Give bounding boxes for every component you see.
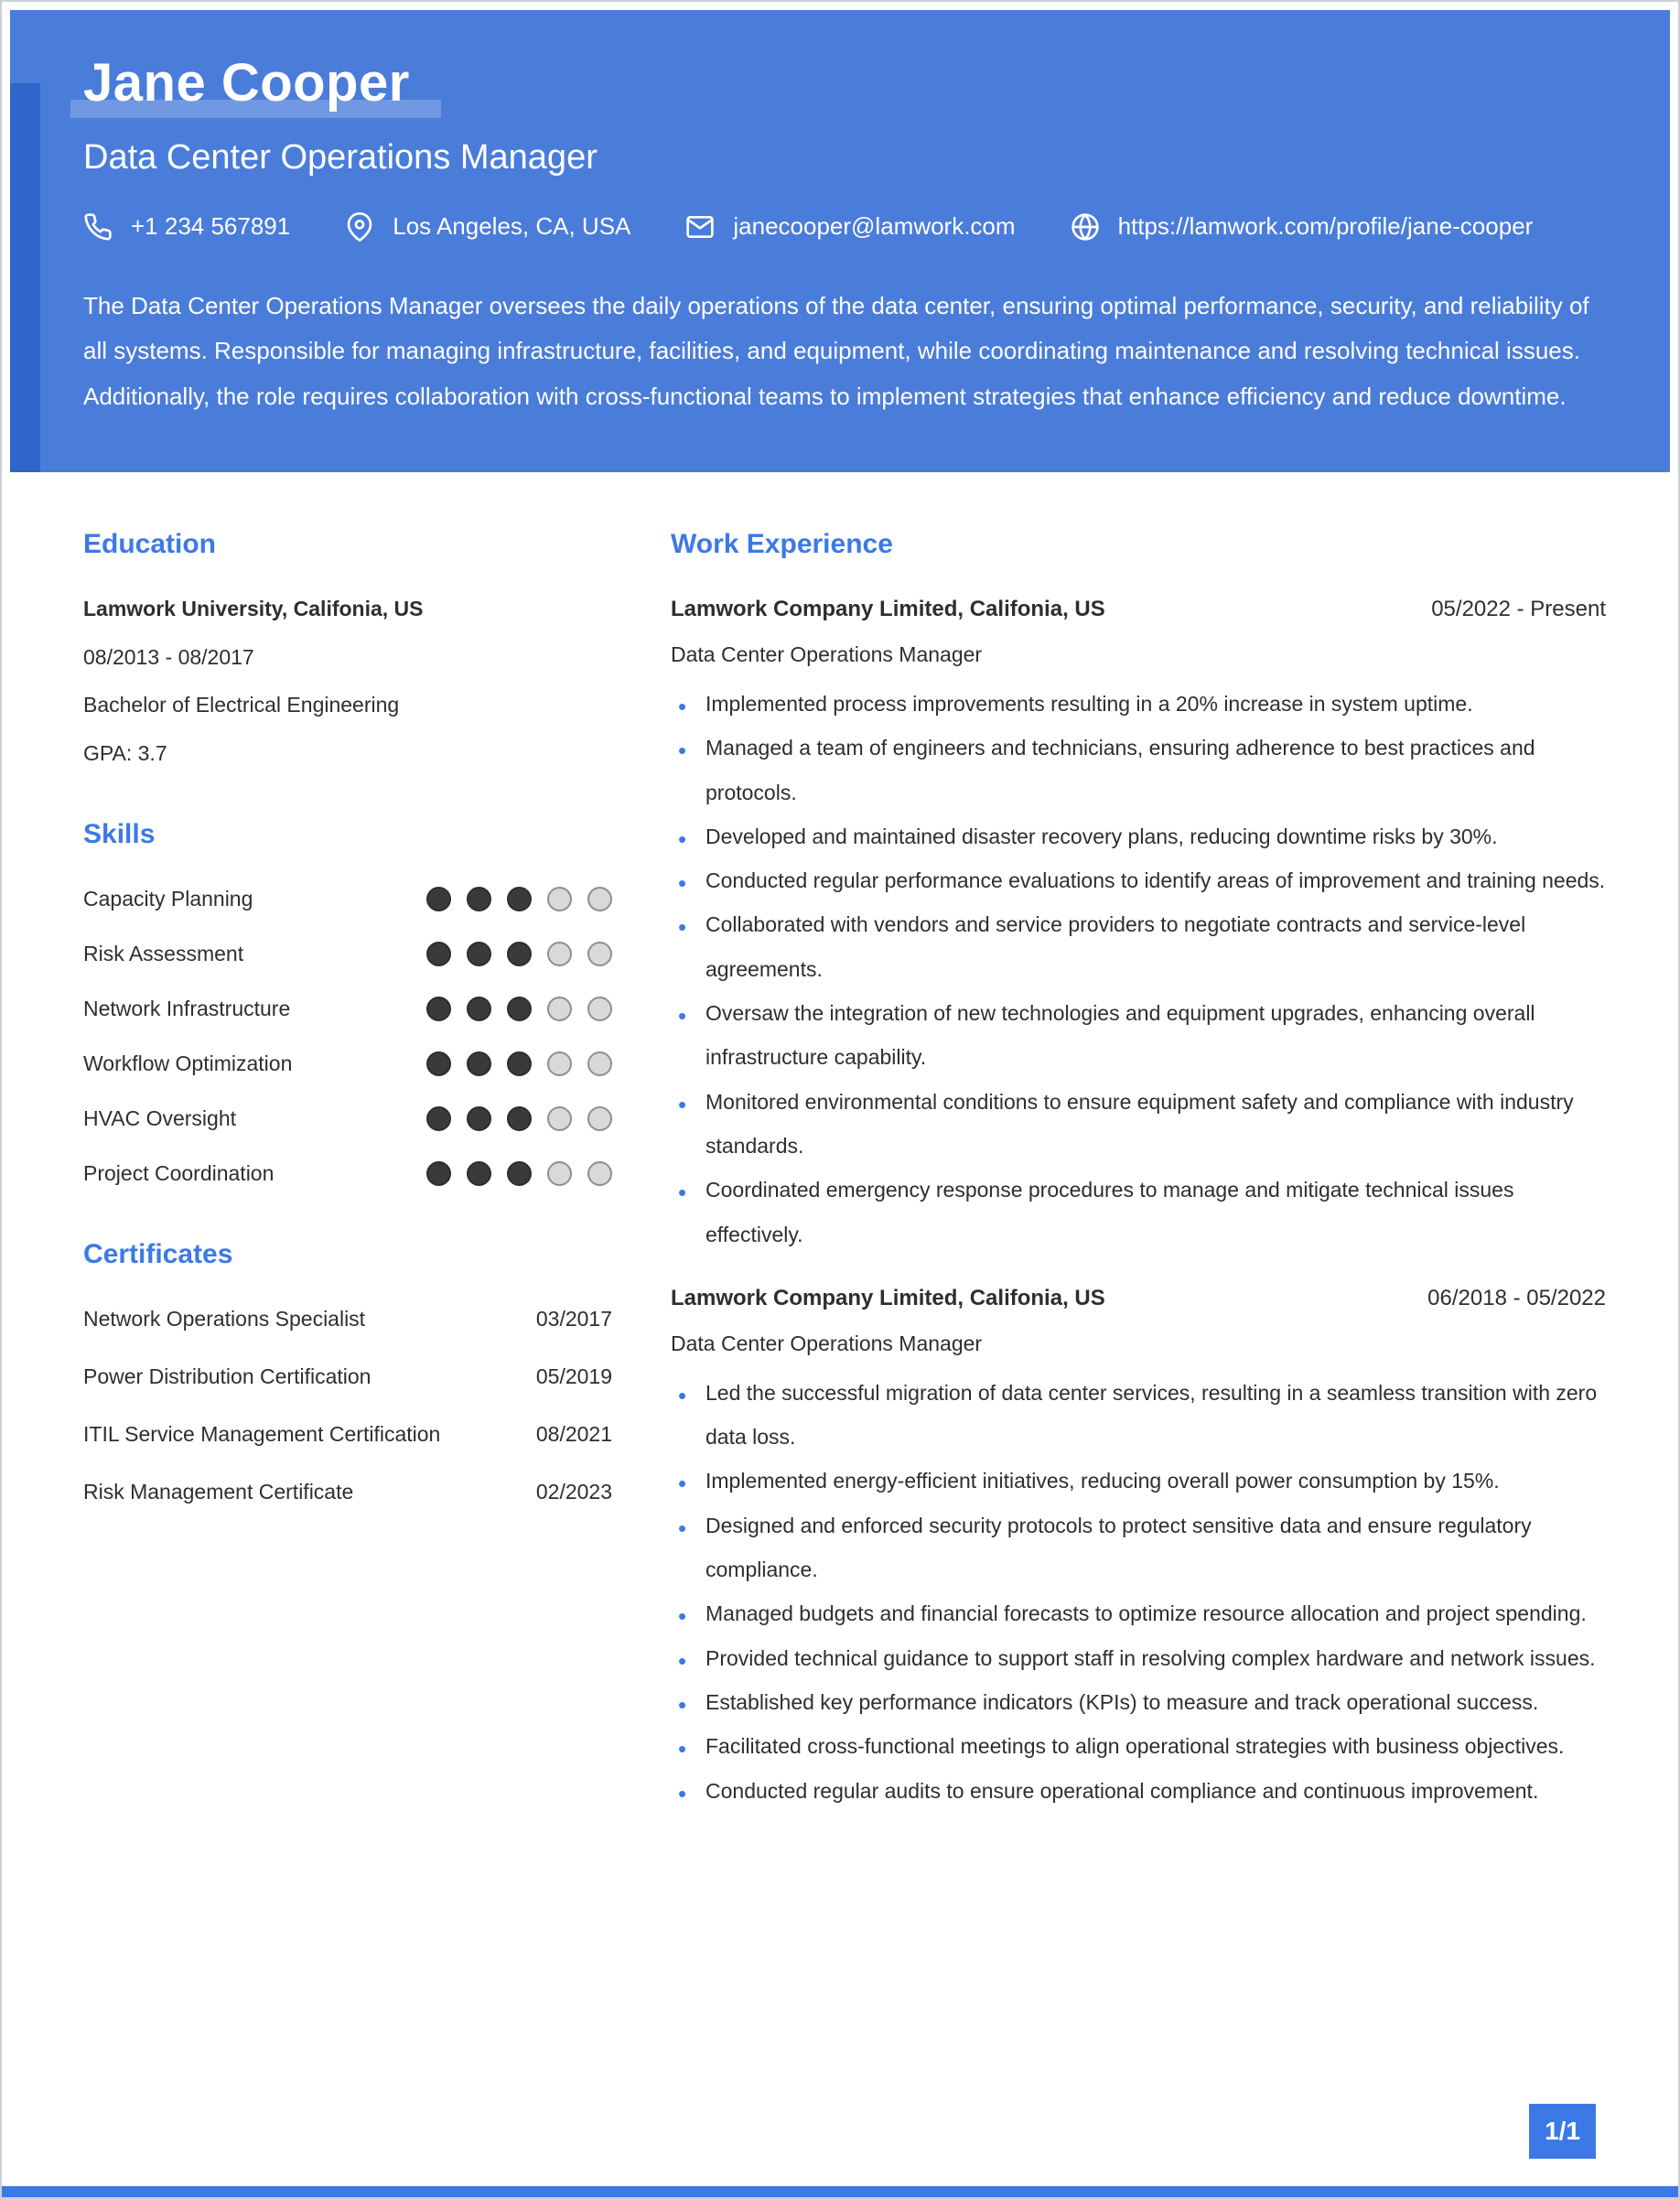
skill-rating — [426, 942, 612, 966]
skill-rating-dot — [507, 1106, 532, 1131]
job-bullet: • Collaborated with vendors and service providers to negotiate contracts and service-level agreements. — [671, 902, 1606, 991]
skill-rating-dot — [507, 997, 532, 1021]
job-bullet: • Implemented energy-efficient initiatives, reducing overall power consumption by 15%. — [671, 1459, 1606, 1503]
skill-rating-dot — [507, 887, 532, 911]
certificate-row — [83, 1422, 612, 1447]
skill-name: Network Infrastructure — [83, 997, 291, 1021]
certificate-date: 03/2017 — [535, 1307, 612, 1331]
work-experience-section — [671, 529, 1606, 1813]
skill-rating-dot — [467, 1106, 491, 1131]
work-experience-heading: Work Experience — [671, 528, 893, 559]
job-entry — [671, 597, 1606, 1256]
bottom-accent-bar — [2, 2186, 1678, 2197]
job-bullet: • Conducted regular performance evaluations to identify areas of improvement and training needs. — [671, 858, 1606, 902]
certificate-date: 05/2019 — [535, 1364, 612, 1389]
skill-rating-dot — [426, 997, 451, 1021]
skill-rating-dot — [547, 1051, 572, 1076]
contact-phone — [83, 212, 290, 242]
skill-rating-dot — [467, 887, 491, 911]
candidate-job-title: Data Center Operations Manager — [83, 137, 598, 177]
education-degree: Bachelor of Electrical Engineering — [83, 693, 400, 717]
location-icon — [345, 212, 374, 242]
job-bullet: • Facilitated cross-functional meetings to align operational strategies with business objectives. — [671, 1724, 1606, 1768]
job-bullet: • Designed and enforced security protocols to protect sensitive data and ensure regulatory compliance. — [671, 1504, 1606, 1592]
job-bullet: • Led the successful migration of data center services, resulting in a seamless transition with zero data loss. — [671, 1371, 1606, 1460]
job-bullet: • Established key performance indicators (KPIs) to measure and track operational success. — [671, 1680, 1606, 1724]
contact-website — [1071, 212, 1534, 242]
education-heading: Education — [83, 528, 217, 559]
skill-name: Risk Assessment — [83, 942, 244, 966]
skill-name: Project Coordination — [83, 1161, 275, 1186]
contact-row — [83, 212, 1589, 242]
job-dates: 06/2018 - 05/2022 — [1427, 1285, 1606, 1310]
job-role: Data Center Operations Manager — [671, 641, 983, 666]
certificate-name: Risk Management Certificate — [83, 1480, 354, 1504]
page-indicator: 1/1 — [1529, 2104, 1596, 2159]
education-gpa: GPA: 3.7 — [83, 740, 167, 765]
job-company: Lamwork Company Limited, Califonia, US — [671, 596, 1105, 621]
job-bullet: • Conducted regular audits to ensure operational compliance and continuous improvement. — [671, 1769, 1606, 1813]
skill-rating-dot — [587, 997, 612, 1021]
skill-rating-dot — [587, 942, 612, 966]
education-school: Lamwork University, Califonia, US — [83, 596, 424, 620]
job-header — [671, 1286, 1606, 1311]
candidate-name-text: Jane Cooper — [83, 53, 410, 113]
globe-icon — [1071, 212, 1100, 242]
resume-body — [10, 472, 1670, 1866]
skill-name: HVAC Oversight — [83, 1106, 237, 1131]
job-bullet: • Managed a team of engineers and technicians, ensuring adherence to best practices and protocols. — [671, 726, 1606, 814]
job-dates: 05/2022 - Present — [1431, 596, 1606, 621]
skill-rating-dot — [467, 942, 491, 966]
skills-heading: Skills — [83, 819, 156, 850]
phone-icon — [83, 212, 113, 242]
skill-row — [83, 887, 612, 911]
skill-rating-dot — [587, 1161, 612, 1186]
job-bullet: • Coordinated emergency response procedures to manage and mitigate technical issues effectively. — [671, 1168, 1606, 1256]
skill-rating-dot — [587, 1051, 612, 1076]
skill-row — [83, 1161, 612, 1186]
skill-rating-dot — [587, 887, 612, 911]
job-bullet-list — [671, 682, 1606, 1256]
skill-rating-dot — [547, 1161, 572, 1186]
skill-rating-dot — [426, 1106, 451, 1131]
certificate-name: Power Distribution Certification — [83, 1364, 372, 1389]
job-bullet: • Monitored environmental conditions to ensure equipment safety and compliance with industry standards. — [671, 1080, 1606, 1169]
job-role: Data Center Operations Manager — [671, 1331, 983, 1355]
education-dates: 08/2013 - 08/2017 — [83, 644, 254, 669]
skill-rating-dot — [547, 1106, 572, 1131]
skill-rating — [426, 1106, 612, 1131]
skill-rating-dot — [467, 1051, 491, 1076]
skill-rating-dot — [547, 887, 572, 911]
certificate-row — [83, 1364, 612, 1389]
certificate-name: Network Operations Specialist — [83, 1307, 366, 1331]
skill-rating-dot — [547, 942, 572, 966]
skill-rating — [426, 1161, 612, 1186]
contact-email-text: janecooper@lamwork.com — [733, 212, 1016, 241]
job-bullet: • Provided technical guidance to support staff in resolving complex hardware and network issues. — [671, 1636, 1606, 1680]
candidate-name — [83, 54, 410, 113]
skill-row — [83, 1051, 612, 1076]
contact-phone-text: +1 234 567891 — [131, 212, 291, 241]
certificate-date: 02/2023 — [535, 1480, 612, 1504]
skill-rating-dot — [547, 997, 572, 1021]
summary-text: The Data Center Operations Manager oversees the daily operations of the data center, ensuring optimal performance, security, and reliability of all systems. Responsible for managing infrastructure, facilities, and equipment, while coordinating maintenance and resolving technical issues. Additionally, the role requires collaboration with cross-functional teams to implement strategies that enhance efficiency and reduce downtime. — [83, 291, 1589, 410]
right-column — [671, 529, 1606, 1866]
education-section — [83, 529, 612, 766]
skill-rating — [426, 1051, 612, 1076]
certificates-section — [83, 1239, 612, 1504]
certificate-name: ITIL Service Management Certification — [83, 1422, 441, 1447]
contact-website-text: https://lamwork.com/profile/jane-cooper — [1117, 212, 1534, 241]
job-header — [671, 597, 1606, 622]
contact-location — [345, 212, 630, 242]
skill-row — [83, 997, 612, 1021]
job-bullet: • Developed and maintained disaster recovery plans, reducing downtime risks by 30%. — [671, 814, 1606, 858]
skill-rating-dot — [507, 942, 532, 966]
skill-rating — [426, 887, 612, 911]
certificate-date: 08/2021 — [535, 1422, 612, 1447]
contact-location-text: Los Angeles, CA, USA — [393, 212, 631, 241]
skill-rating-dot — [426, 1051, 451, 1076]
skill-rating-dot — [426, 1161, 451, 1186]
job-company: Lamwork Company Limited, Califonia, US — [671, 1285, 1105, 1310]
resume-header — [10, 10, 1670, 472]
skill-name: Capacity Planning — [83, 887, 253, 911]
contact-email — [685, 212, 1015, 242]
skill-rating-dot — [467, 997, 491, 1021]
skill-rating-dot — [426, 887, 451, 911]
skill-name: Workflow Optimization — [83, 1051, 293, 1076]
skill-row — [83, 1106, 612, 1131]
certificate-row — [83, 1480, 612, 1504]
job-bullet: • Implemented process improvements resulting in a 20% increase in system uptime. — [671, 682, 1606, 726]
skill-rating-dot — [507, 1051, 532, 1076]
skill-rating-dot — [587, 1106, 612, 1131]
job-bullet: • Oversaw the integration of new technologies and equipment upgrades, enhancing overall infrastructure capability. — [671, 991, 1606, 1080]
email-icon — [685, 212, 715, 242]
left-column — [83, 529, 612, 1866]
header-accent-stripe — [10, 83, 40, 472]
certificate-row — [83, 1307, 612, 1331]
job-entry — [671, 1286, 1606, 1813]
certificates-heading: Certificates — [83, 1239, 233, 1270]
skills-section — [83, 819, 612, 1186]
skill-row — [83, 942, 612, 966]
skill-rating — [426, 997, 612, 1021]
skill-rating-dot — [426, 942, 451, 966]
job-bullet: • Managed budgets and financial forecasts to optimize resource allocation and project spending. — [671, 1591, 1606, 1635]
skill-rating-dot — [467, 1161, 491, 1186]
job-bullet-list — [671, 1371, 1606, 1813]
skill-rating-dot — [507, 1161, 532, 1186]
